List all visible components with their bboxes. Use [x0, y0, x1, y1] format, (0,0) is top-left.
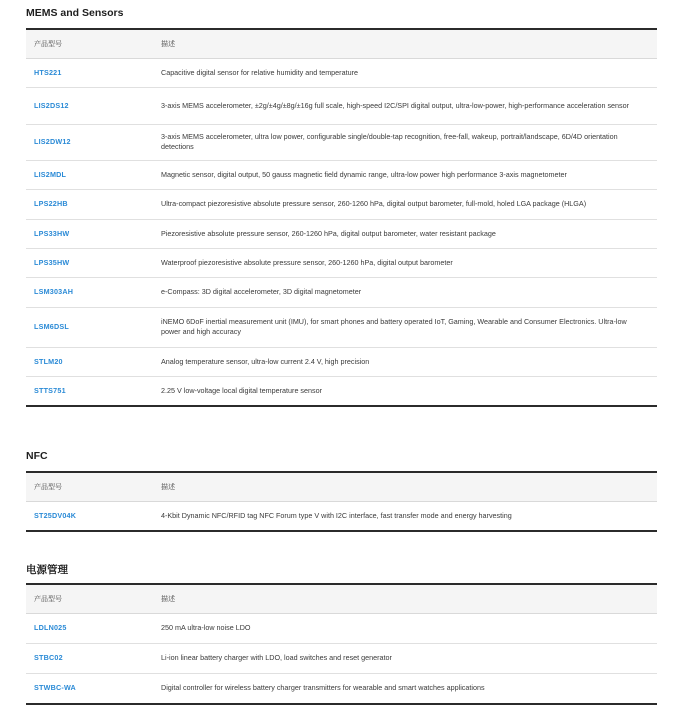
column-header-part-number: 产品型号 [26, 584, 153, 613]
table-header-row [26, 29, 657, 58]
section-title: NFC [26, 450, 48, 462]
part-number-cell [26, 160, 153, 189]
part-link-lis2ds12[interactable]: LIS2DS12 [34, 100, 69, 110]
description-cell: Li-ion linear battery charger with LDO, load switches and reset generator [153, 643, 657, 673]
description-cell: 250 mA ultra-low noise LDO [153, 613, 657, 643]
table-row [26, 376, 657, 406]
part-number-cell [26, 277, 153, 307]
table-row [26, 124, 657, 160]
table-row [26, 307, 657, 347]
table-row [26, 219, 657, 248]
product-table [26, 28, 657, 407]
table-header-row [26, 472, 657, 501]
description-cell: Waterproof piezoresistive absolute pressure sensor, 260-1260 hPa, digital output barometer [153, 248, 657, 277]
part-number-cell [26, 307, 153, 347]
table-row [26, 189, 657, 219]
part-link-lsm303ah[interactable]: LSM303AH [34, 287, 74, 296]
part-link-lis2mdl[interactable]: LIS2MDL [34, 169, 67, 179]
description-cell: Digital controller for wireless battery charger transmitters for wearable and smart watches applications [153, 673, 657, 704]
product-table [26, 583, 657, 705]
part-number-cell [26, 58, 153, 87]
description-cell: Piezoresistive absolute pressure sensor, 260-1260 hPa, digital output barometer, water resistant package [153, 219, 657, 248]
description-cell: Ultra-compact piezoresistive absolute pressure sensor, 260-1260 hPa, digital output barometer, full-mold, holed LGA package (HLGA) [153, 189, 657, 219]
table-row [26, 613, 657, 643]
column-header-part-number: 产品型号 [26, 472, 153, 501]
section-title: MEMS and Sensors [26, 7, 124, 19]
column-header-description: 描述 [153, 584, 657, 613]
part-number-cell [26, 673, 153, 704]
part-number-cell [26, 248, 153, 277]
description-cell: 4-Kbit Dynamic NFC/RFID tag NFC Forum type V with I2C interface, fast transfer mode and energy harvesting [153, 501, 657, 531]
description-cell: 3-axis MEMS accelerometer, ±2g/±4g/±8g/±16g full scale, high-speed I2C/SPI digital output, ultra-low-power, high-performance acceleration sensor [153, 87, 657, 124]
part-link-lps35hw[interactable]: LPS35HW [34, 257, 70, 267]
part-number-cell [26, 376, 153, 406]
part-number-cell [26, 189, 153, 219]
part-number-cell [26, 643, 153, 673]
description-cell: e-Compass: 3D digital accelerometer, 3D digital magnetometer [153, 277, 657, 307]
table-row [26, 87, 657, 124]
table-row [26, 501, 657, 531]
table-row [26, 347, 657, 376]
description-cell: Analog temperature sensor, ultra-low current 2.4 V, high precision [153, 347, 657, 376]
column-header-description: 描述 [153, 472, 657, 501]
part-link-lis2dw12[interactable]: LIS2DW12 [34, 137, 71, 146]
part-link-hts221[interactable]: HTS221 [34, 67, 62, 77]
part-link-stts751[interactable]: STTS751 [34, 385, 66, 395]
table-row [26, 673, 657, 704]
column-header-part-number: 产品型号 [26, 29, 153, 58]
table-row [26, 248, 657, 277]
part-number-cell [26, 501, 153, 531]
part-number-cell [26, 87, 153, 124]
description-cell: 2.25 V low-voltage local digital temperature sensor [153, 376, 657, 406]
part-number-cell [26, 347, 153, 376]
part-link-lps22hb[interactable]: LPS22HB [34, 199, 68, 208]
part-link-stlm20[interactable]: STLM20 [34, 356, 63, 366]
description-cell: Magnetic sensor, digital output, 50 gauss magnetic field dynamic range, ultra-low power high performance 3-axis magnetometer [153, 160, 657, 189]
part-link-stwbc-wa[interactable]: STWBC-WA [34, 683, 76, 693]
part-number-cell [26, 219, 153, 248]
part-link-lsm6dsl[interactable]: LSM6DSL [34, 322, 69, 331]
part-link-stbc02[interactable]: STBC02 [34, 653, 63, 662]
product-table [26, 471, 657, 532]
part-link-st25dv04k[interactable]: ST25DV04K [34, 510, 77, 520]
table-header-row [26, 584, 657, 613]
description-cell: Capacitive digital sensor for relative humidity and temperature [153, 58, 657, 87]
part-link-ldln025[interactable]: LDLN025 [34, 623, 67, 632]
part-link-lps33hw[interactable]: LPS33HW [34, 228, 70, 238]
table-row [26, 58, 657, 87]
table-row [26, 277, 657, 307]
table-row [26, 160, 657, 189]
part-number-cell [26, 124, 153, 160]
part-number-cell [26, 613, 153, 643]
table-row [26, 643, 657, 673]
description-cell: iNEMO 6DoF inertial measurement unit (IMU), for smart phones and battery operated IoT, Gaming, Wearable and Consumer Electronics. Ultra-low power and high accuracy [153, 307, 657, 347]
column-header-description: 描述 [153, 29, 657, 58]
section-title: 电源管理 [26, 564, 68, 576]
description-cell: 3-axis MEMS accelerometer, ultra low power, configurable single/double-tap recognition, free-fall, wakeup, portrait/landscape, 6D/4D orientation detections [153, 124, 657, 160]
